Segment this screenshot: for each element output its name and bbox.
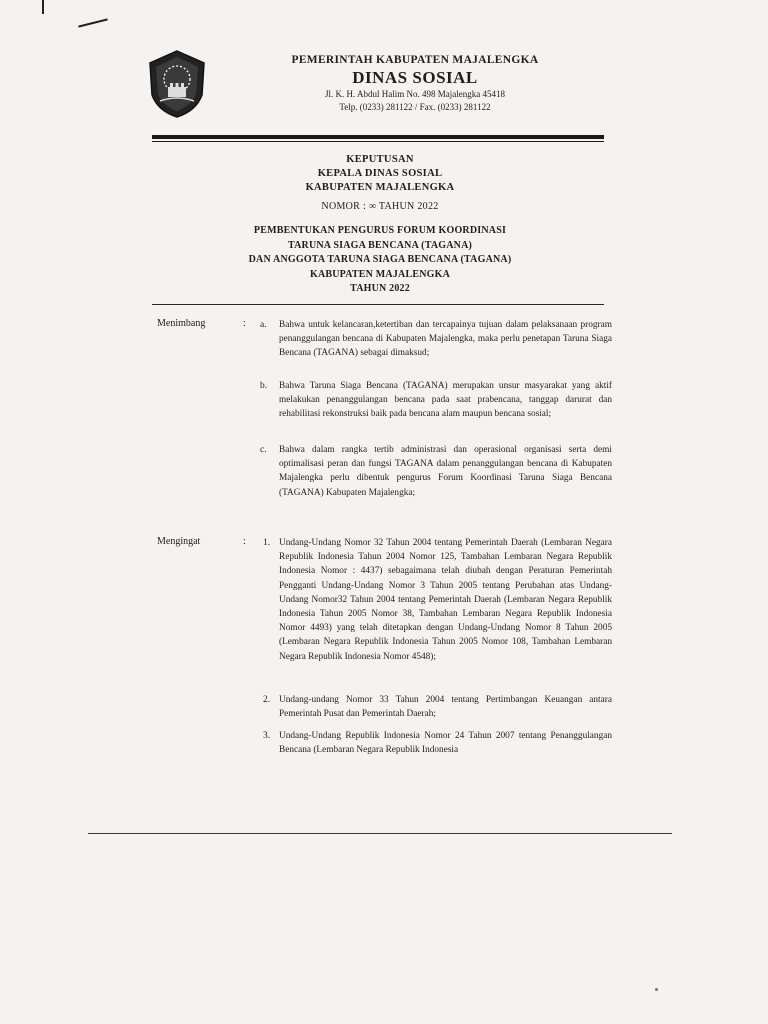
menimbang-item-marker: c. — [260, 445, 267, 455]
subject-line: PEMBENTUKAN PENGURUS FORUM KOORDINASI — [253, 225, 507, 236]
pen-mark — [78, 18, 108, 27]
menimbang-item-text: Bahwa untuk kelancaran,ketertiban dan tercapainya tujuan dalam pelaksanaan program penanggulangan bencana di Kabupaten Majalengka, maka perlu penetapan Taruna Siaga Bencana (TAGANA) sebagai dimaksud; — [279, 320, 612, 359]
subject-line: DAN ANGGOTA TARUNA SIAGA BENCANA (TAGANA) — [248, 254, 512, 265]
mengingat-label: Mengingat — [157, 536, 201, 547]
subject-line: TARUNA SIAGA BENCANA (TAGANA) — [287, 239, 473, 251]
mengingat-item-text: Undang-Undang Nomor 32 Tahun 2004 tentang Pemerintah Daerah (Lembaran Negara Republik Indonesia Tahun 2004 Nomor 125, Tambahan Lembaran Negara Republik Indonesia Nomor : 4437) sebagaimana telah diubah dengan Peraturan Pemerintah Pengganti Undang-Undang Nomor 3 Tahun 2005 tentang Perubahan atas Undang-Undang Nomor32 Tahun 2004 tentang Pemerintah Daerah (Lembaran Negara Republik Indonesia Tahun 2005 Nomor 38, Tambahan Lembaran Negara Republik Indonesia Nomor 4493) yang telah ditetapkan dengan Undang-Undang Nomor 8 Tahun 2005 (Lembaran Negara Republik Indonesia Tahun 2005 Nomor 108, Tambahan Lembaran Negara Republik Indonesia Nomor 4548); — [279, 538, 612, 662]
section-divider — [152, 304, 604, 305]
office-address: Jl. K. H. Abdul Halim No. 498 Majalengka 45418 — [325, 89, 505, 99]
menimbang-item-text: Bahwa Taruna Siaga Bencana (TAGANA) merupakan unsur masyarakat yang aktif melakukan penanggulangan bencana pada saat prabencana, tanggap darurat dan rehabilitasi rekonstruksi baik pada bencana alam maupun bencana sosial; — [279, 381, 612, 420]
regency-crest-logo — [146, 49, 208, 119]
decree-subject — [200, 224, 560, 297]
letterhead-divider-thin — [152, 141, 604, 142]
menimbang-colon: : — [243, 318, 246, 329]
pen-mark — [42, 0, 44, 14]
department-name: DINAS SOSIAL — [352, 68, 478, 87]
decree-title-line: KEPALA DINAS SOSIAL — [317, 168, 443, 179]
letterhead — [220, 53, 610, 114]
mengingat-item-marker: 2. — [263, 695, 271, 705]
subject-line: KABUPATEN MAJALENGKA — [309, 268, 451, 280]
mengingat-item-marker: 3. — [263, 731, 271, 741]
government-name: PEMERINTAH KABUPATEN MAJALENGKA — [291, 54, 539, 66]
subject-line: TAHUN 2022 — [350, 283, 410, 294]
decree-title-line: KABUPATEN MAJALENGKA — [305, 182, 455, 193]
menimbang-item-marker: b. — [260, 381, 268, 391]
mengingat-item-marker: 1. — [263, 538, 271, 548]
decree-title — [200, 153, 560, 195]
mengingat-item-text: Undang-Undang Republik Indonesia Nomor 24 Tahun 2007 tentang Penanggulangan Bencana (Lembaran Negara Republik Indonesia — [279, 731, 612, 756]
menimbang-item-marker: a. — [260, 320, 267, 330]
menimbang-label: Menimbang — [157, 318, 206, 329]
decree-number: NOMOR : ∞ TAHUN 2022 — [321, 201, 439, 212]
letterhead-divider — [152, 135, 604, 139]
menimbang-item-text: Bahwa dalam rangka tertib administrasi dan operasional organisasi serta demi optimalisasi peran dan fungsi TAGANA dalam penanggulangan bencana di Kabupaten Majalengka perlu dibentuk pengurus Forum Koordinasi Taruna Siaga Bencana (TAGANA) Kabupaten Majalengka; — [279, 445, 612, 498]
mengingat-item-text: Undang-undang Nomor 33 Tahun 2004 tentang Pertimbangan Keuangan antara Pemerintah Pusat dan Pemerintah Daerah; — [279, 695, 612, 720]
scan-speck — [655, 988, 658, 991]
office-phone: Telp. (0233) 281122 / Fax. (0233) 281122 — [339, 102, 491, 112]
mengingat-colon: : — [243, 536, 246, 547]
page-footer-rule — [88, 833, 672, 834]
decree-title-line: KEPUTUSAN — [346, 154, 414, 165]
